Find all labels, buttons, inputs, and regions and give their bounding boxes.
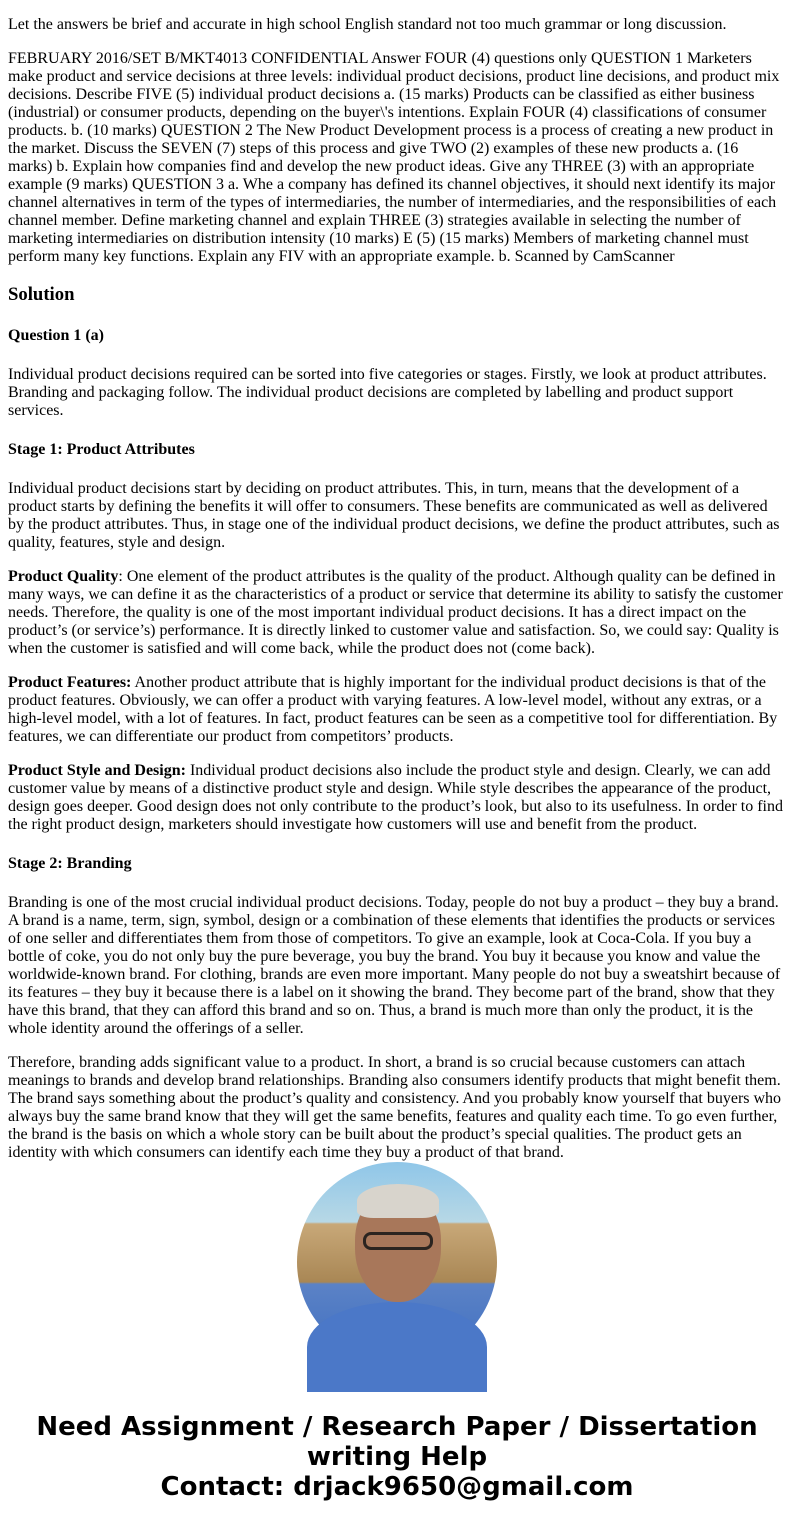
quality-label: Product Quality [8, 568, 119, 585]
features-label: Product Features: [8, 674, 132, 691]
question-1a-heading: Question 1 (a) [8, 327, 104, 344]
intro-paragraph: Individual product decisions required can be sorted into five categories or stages. Firstly, we look at product attributes. Branding and packaging follow. The individual product decisions are completed by labelling and product support services. [8, 366, 767, 419]
question-text: FEBRUARY 2016/SET B/MKT4013 CONFIDENTIAL Answer FOUR (4) questions only QUESTION 1 Marketers make product and service decisions at three levels: individual product decisions, product line decisions, and product mix decisions. Describe FIVE (5) individual product decisions a. (15 marks) Products can be classified as either business (industrial) or consumer products, depending on the buyer\'s intentions. Explain FOUR (4) classifications of consumer products. b. (10 marks) QUESTION 2 The New Product Development process is a process of creating a new product in the market. Discuss the SEVEN (7) steps of this process and give TWO (2) examples of these new products a. (16 marks) b. Explain how companies find and develop the new product ideas. Give any THREE (3) with an appropriate example (9 marks) QUESTION 3 a. Whe a company has defined its channel objectives, it should next identify its major channel alternatives in term of the types of intermediaries, the number of intermediaries, and the responsibilities of each channel member. Define marketing channel and explain THREE (3) strategies available in selecting the number of marketing intermediaries on distribution intensity (10 marks) E (5) (15 marks) Members of marketing channel must perform many key functions. Explain any FIV with an appropriate example. b. Scanned by CamScanner [8, 50, 780, 265]
footer-line-2: Contact: drjack9650@gmail.com [160, 1472, 634, 1502]
footer-contact [8, 1412, 786, 1502]
stage-2-paragraph-1: Branding is one of the most crucial individual product decisions. Today, people do not buy a product – they buy a brand. A brand is a name, term, sign, symbol, design or a combination of these elements that identifies the products or services of one seller and differentiates them from those of competitors. To give an example, look at Coca-Cola. If you buy a bottle of coke, you do not only buy the pure beverage, you buy the brand. You buy it because you know and value the worldwide-known brand. For clothing, brands are even more important. Many people do not buy a sweatshirt because of its features – they buy it because there is a label on it showing the brand. They become part of the brand, show that they have this brand, that they can afford this brand and so on. Thus, a brand is much more than only the product, it is the whole identity around the offerings of a seller. [8, 894, 781, 1037]
style-paragraph [8, 762, 786, 834]
style-label: Product Style and Design: [8, 762, 186, 779]
stage-2-paragraph-2: Therefore, branding adds significant value to a product. In short, a brand is so crucial because customers can attach meanings to brands and develop brand relationships. Branding also consumers identify products that might benefit them. The brand says something about the product’s quality and consistency. And you probably know yourself that buyers who always buy the same brand know that they will get the same benefits, features and quality each time. To go even further, the brand is the basis on which a whole story can be built about the product’s special qualities. The product gets an identity with which consumers can identify each time they buy a product of that brand. [8, 1054, 782, 1161]
stage-1-paragraph: Individual product decisions start by deciding on product attributes. This, in turn, means that the development of a product starts by defining the benefits it will offer to consumers. These benefits are communicated as well as delivered by the product attributes. Thus, in stage one of the individual product decisions, we define the product attributes, such as quality, features, style and design. [8, 480, 780, 551]
solution-title: Solution [8, 284, 75, 305]
solution-section [8, 284, 786, 1161]
quality-text: : One element of the product attributes is the quality of the product. Although quality can be defined in many ways, we can define it as the characteristics of a product or service that determine its ability to satisfy the customer needs. Therefore, the quality is one of the most important individual product decisions. It has a direct impact on the product’s (or service’s) performance. It is directly linked to customer value and satisfaction. So, we could say: Quality is when the customer is satisfied and will come back, while the product does not (come back). [8, 568, 783, 657]
stage-1-heading: Stage 1: Product Attributes [8, 441, 195, 458]
features-paragraph [8, 674, 786, 746]
avatar-container [8, 1162, 786, 1362]
stage-2-heading: Stage 2: Branding [8, 855, 132, 872]
quality-paragraph [8, 568, 786, 658]
style-text: Individual product decisions also include the product style and design. Clearly, we can add customer value by means of a distinctive product style and design. While style describes the appearance of the product, design goes deeper. Good design does not only contribute to the product’s look, but also to its usefulness. In order to find the right product design, marketers should investigate how customers will use and benefit from the product. [8, 762, 783, 833]
prompt-text: Let the answers be brief and accurate in high school English standard not too much grammar or long discussion. [8, 16, 727, 33]
footer-line-1: Need Assignment / Research Paper / Dissertation writing Help [36, 1412, 758, 1472]
avatar [297, 1162, 497, 1362]
features-text: Another product attribute that is highly important for the individual product decisions is that of the product features. Obviously, we can offer a product with varying features. A low-level model, without any extras, or a high-level model, with a lot of features. In fact, product features can be seen as a competitive tool for differentiation. By features, we can differentiate our product from competitors’ products. [8, 674, 778, 745]
